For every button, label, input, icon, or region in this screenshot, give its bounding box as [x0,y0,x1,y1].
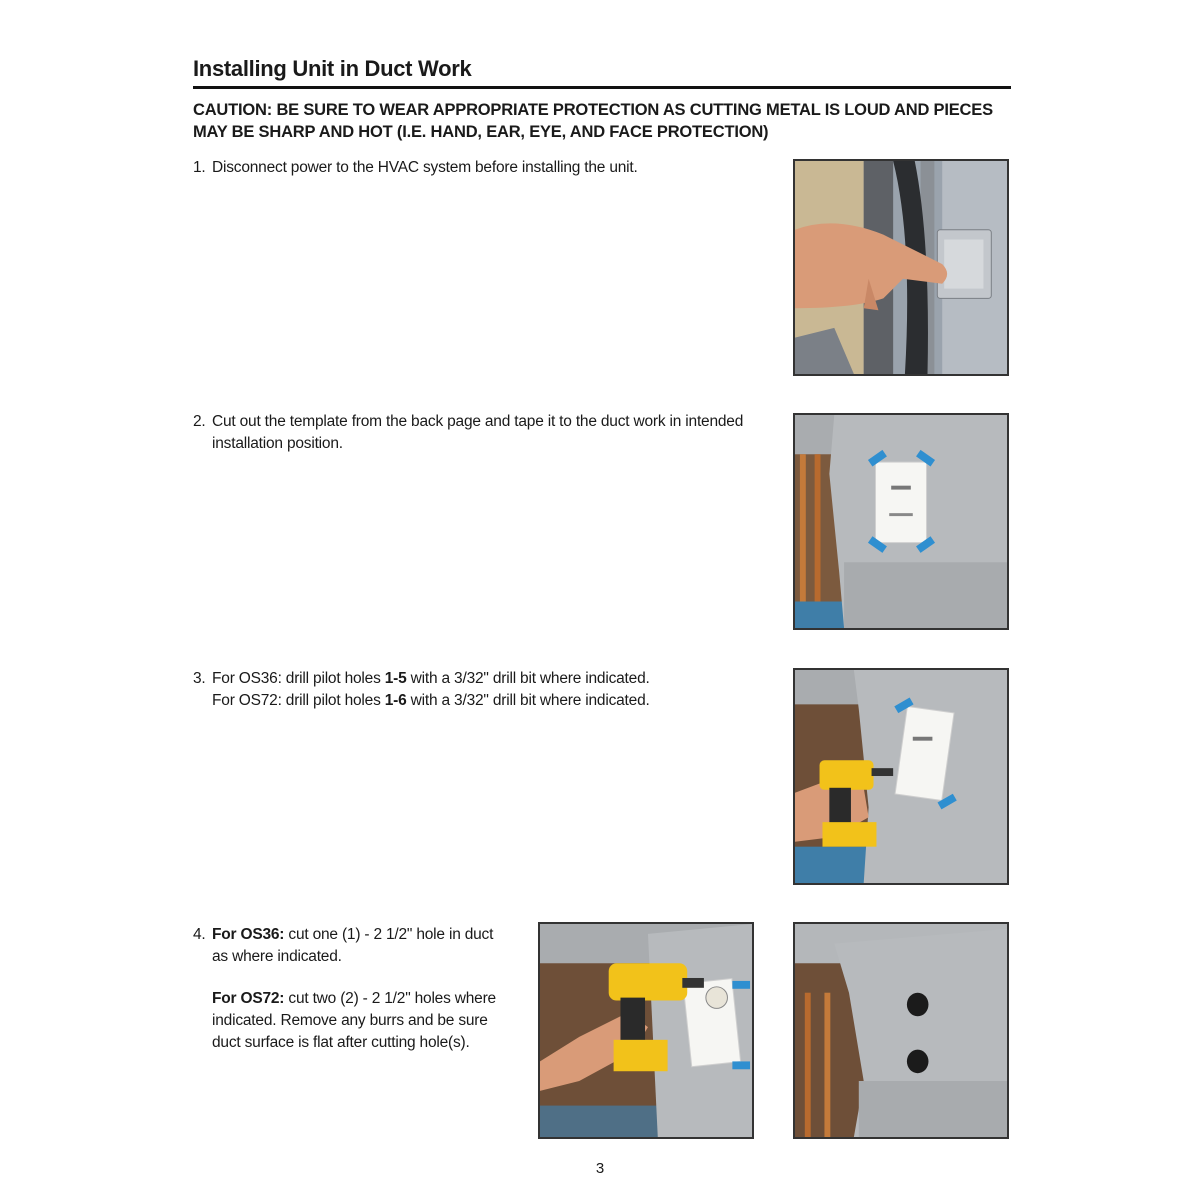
photo-template-taped [793,413,1009,630]
title-divider [193,86,1011,89]
step-number: 4. [193,926,206,943]
photo-cutting-hole [538,922,754,1139]
photo-holes-cut [793,922,1009,1139]
step-4 [193,924,508,1054]
step-paragraph-os36: For OS36: cut one (1) - 2 1/2" hole in duct as where indicated. [212,926,494,965]
step-paragraph-os72: For OS72: cut two (2) - 2 1/2" holes where indicated. Remove any burrs and be sure duct surface is flat after cutting hole(s). [212,990,496,1051]
photo-drill-pilot-holes [793,668,1009,885]
step-text: Cut out the template from the back page and tape it to the duct work in intended installation position. [212,413,744,452]
page-title: Installing Unit in Duct Work [193,56,472,81]
caution-notice: CAUTION: BE SURE TO WEAR APPROPRIATE PROTECTION AS CUTTING METAL IS LOUD AND PIECES MAY BE SHARP AND HOT (I.E. HAND, EAR, EYE, AND FACE PROTECTION) [193,101,993,141]
step-number: 2. [193,413,206,430]
step-text: Disconnect power to the HVAC system before installing the unit. [212,159,638,176]
step-number: 3. [193,670,206,687]
step-2 [193,411,768,455]
step-line-os72: For OS72: drill pilot holes 1-6 with a 3/32" drill bit where indicated. [212,692,650,709]
step-number: 1. [193,159,206,176]
photo-disconnect-power [793,159,1009,376]
page-number: 3 [595,1160,605,1177]
step-line-os36: For OS36: drill pilot holes 1-5 with a 3/32" drill bit where indicated. [212,670,650,687]
step-3 [193,668,768,712]
step-1 [193,157,753,179]
